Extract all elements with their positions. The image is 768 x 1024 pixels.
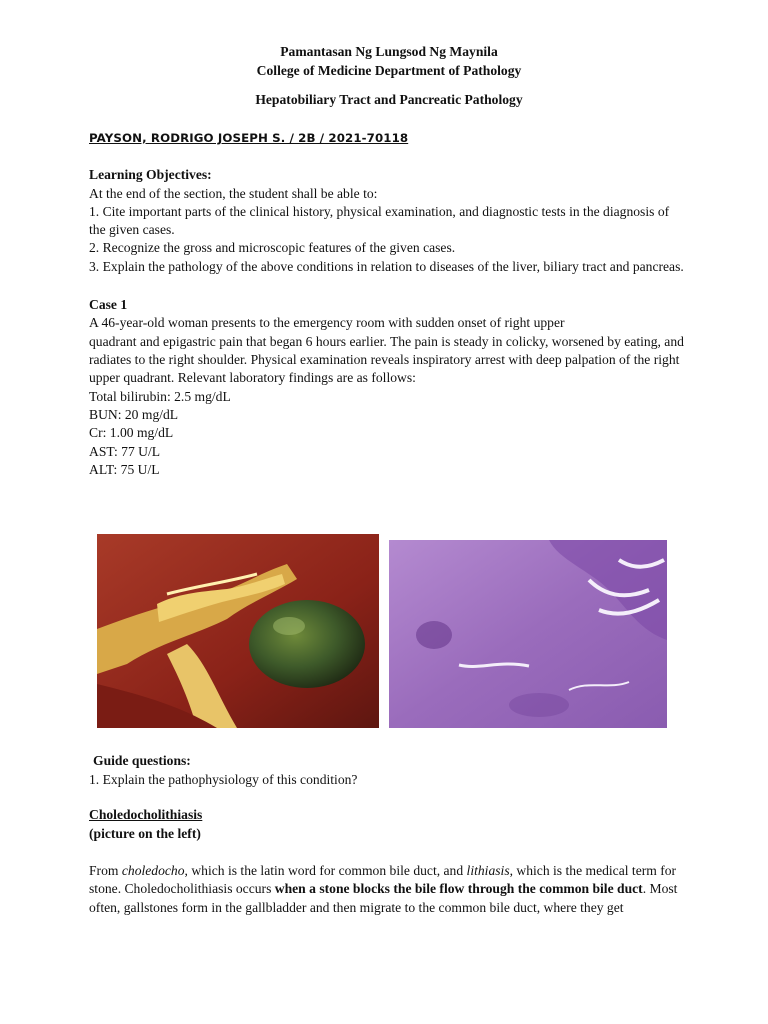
guide-question: 1. Explain the pathophysiology of this condition? bbox=[89, 771, 358, 787]
document-page bbox=[89, 42, 689, 479]
learning-objectives-section bbox=[89, 166, 689, 276]
emphasis-text: when a stone blocks the bile flow through the common bile duct bbox=[274, 881, 643, 897]
term-choledocho: choledocho bbox=[121, 863, 185, 878]
document-title: Hepatobiliary Tract and Pancreatic Pathology bbox=[255, 92, 523, 107]
lab-result: BUN: 20 mg/dL bbox=[89, 406, 179, 422]
section-title: Choledocholithiasis bbox=[89, 807, 203, 822]
guide-heading: Guide questions: bbox=[93, 753, 191, 768]
guide-questions bbox=[89, 752, 693, 789]
lab-result: Total bilirubin: 2.5 mg/dL bbox=[89, 388, 231, 404]
text-run: . Most often, gallstones form in the gallbladder and then migrate to the common bile duct, where they get bbox=[89, 881, 678, 915]
text-run: , which is the latin word for common bile duct, and bbox=[184, 863, 467, 878]
histology-micrograph bbox=[389, 540, 667, 728]
learning-objectives-heading: Learning Objectives: bbox=[89, 167, 212, 182]
objective-item: 3. Explain the pathology of the above conditions in relation to diseases of the liver, biliary tract and pancreas. bbox=[89, 258, 684, 274]
objective-item: 2. Recognize the gross and microscopic features of the given cases. bbox=[89, 240, 456, 256]
case-text-line1: A 46-year-old woman presents to the emergency room with sudden onset of right upper bbox=[89, 315, 565, 331]
student-info: PAYSON, RODRIGO JOSEPH S. / 2B / 2021-70118 bbox=[89, 131, 409, 145]
lab-result: AST: 77 U/L bbox=[89, 443, 161, 459]
term-lithiasis: lithiasis bbox=[466, 863, 510, 878]
lab-result: ALT: 75 U/L bbox=[89, 461, 160, 477]
university-name: Pamantasan Ng Lungsod Ng Maynila bbox=[280, 44, 498, 59]
college-name: College of Medicine Department of Pathology bbox=[256, 63, 522, 78]
section-subtitle: (picture on the left) bbox=[89, 825, 201, 841]
gross-specimen-photo bbox=[97, 534, 379, 728]
case-1-section bbox=[89, 296, 689, 479]
objectives-intro: At the end of the section, the student shall be able to: bbox=[89, 185, 378, 201]
case-heading: Case 1 bbox=[89, 296, 128, 312]
case-figures bbox=[97, 534, 669, 728]
text-run: From bbox=[89, 863, 122, 878]
objective-item: 1. Cite important parts of the clinical history, physical examination, and diagnostic tests in the diagnosis of the given cases. bbox=[89, 203, 670, 238]
explanation-paragraph bbox=[89, 862, 685, 917]
choledocholithiasis-section bbox=[89, 806, 689, 843]
lab-result: Cr: 1.00 mg/dL bbox=[89, 425, 174, 441]
case-text: quadrant and epigastric pain that began 6 hours earlier. The pain is steady in colicky, worsened by eating, and radiates to the right shoulder. Physical examination reveals inspiratory arrest with deep palpation of the right upper quadrant. Relevant laboratory findings are as follows: bbox=[89, 333, 684, 386]
text-run: , which is the medical term for stone. Choledocholithiasis occurs bbox=[89, 863, 677, 897]
